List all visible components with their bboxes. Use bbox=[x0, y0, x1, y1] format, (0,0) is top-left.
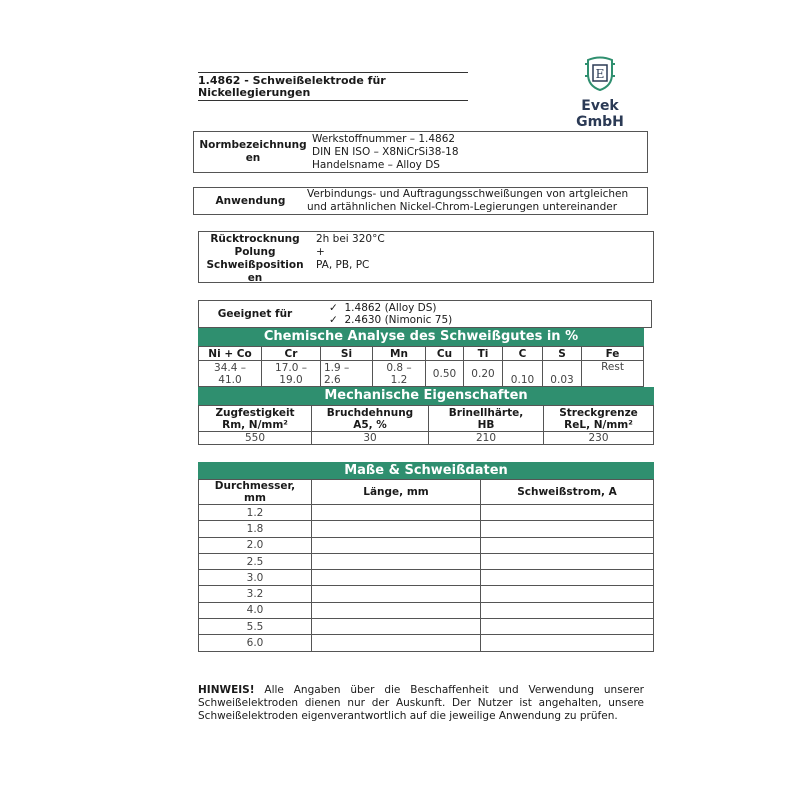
mechanical-value-row bbox=[199, 432, 654, 445]
dimension-row bbox=[199, 537, 654, 553]
current-cell bbox=[481, 521, 654, 537]
norm-label-line2: en bbox=[245, 152, 261, 164]
company-logo bbox=[555, 56, 645, 130]
suitable-items bbox=[311, 301, 452, 327]
norm-box bbox=[193, 131, 648, 173]
chem-value: 1.9 – 2.6 bbox=[321, 361, 373, 387]
chemical-header-row bbox=[199, 347, 644, 361]
length-cell bbox=[312, 537, 481, 553]
chem-value: 0.8 – 1.2 bbox=[373, 361, 426, 387]
dimension-row bbox=[199, 505, 654, 521]
dimensions-title: Maße & Schweißdaten bbox=[198, 462, 654, 479]
mech-value: 210 bbox=[429, 432, 544, 445]
diameter-cell: 2.5 bbox=[199, 553, 312, 569]
diameter-cell: 1.8 bbox=[199, 521, 312, 537]
chem-header: Ti bbox=[464, 347, 503, 361]
suitable-item-text: 2.4630 (Nimonic 75) bbox=[344, 314, 453, 326]
param-value: PA, PB, PC bbox=[316, 259, 370, 271]
crest-icon bbox=[582, 56, 618, 92]
check-icon: ✓ bbox=[329, 302, 338, 314]
application-box bbox=[193, 187, 648, 215]
suitable-box bbox=[198, 300, 652, 328]
note-label: HINWEIS! bbox=[198, 684, 255, 696]
norm-value: DIN EN ISO – X8NiCrSi38-18 bbox=[312, 146, 459, 158]
title-line-1: 1.4862 - Schweißelektrode für bbox=[198, 74, 386, 87]
length-cell bbox=[312, 635, 481, 651]
current-cell bbox=[481, 619, 654, 635]
params-labels bbox=[199, 232, 311, 282]
length-cell bbox=[312, 602, 481, 618]
logo-letter: E bbox=[595, 67, 605, 81]
dimension-row bbox=[199, 602, 654, 618]
length-cell bbox=[312, 553, 481, 569]
mech-value: 230 bbox=[544, 432, 654, 445]
param-value: + bbox=[316, 246, 325, 258]
chemical-table bbox=[198, 346, 644, 387]
norm-values bbox=[312, 132, 459, 172]
current-cell bbox=[481, 635, 654, 651]
length-cell bbox=[312, 586, 481, 602]
mechanical-title: Mechanische Eigenschaften bbox=[198, 387, 654, 405]
chem-value: Rest bbox=[582, 361, 644, 387]
dimension-row bbox=[199, 570, 654, 586]
note-text: Alle Angaben über die Beschaffenheit und Verwendung unserer Schweißelektroden dienen nur der Auskunft. Der Nutzer ist angehalten, unsere Schweißelektroden eigenverantwortlich auf die jeweilige Anwendung zu prüfen. bbox=[198, 684, 644, 722]
suitable-label: Geeignet für bbox=[217, 308, 293, 320]
params-values bbox=[311, 232, 385, 282]
dimension-row bbox=[199, 619, 654, 635]
mech-header: Bruchdehnung A5, % bbox=[312, 406, 429, 432]
params-box bbox=[198, 231, 654, 283]
chem-header: C bbox=[503, 347, 543, 361]
mech-header: Streckgrenze ReL, N/mm² bbox=[544, 406, 654, 432]
chem-header: S bbox=[543, 347, 582, 361]
chem-header: Cr bbox=[262, 347, 321, 361]
current-cell bbox=[481, 505, 654, 521]
chem-value: 17.0 – 19.0 bbox=[262, 361, 321, 387]
norm-label bbox=[194, 132, 312, 172]
dim-header: Länge, mm bbox=[312, 480, 481, 505]
param-label: Schweißposition bbox=[206, 259, 304, 271]
dimension-row bbox=[199, 586, 654, 602]
diameter-cell: 1.2 bbox=[199, 505, 312, 521]
current-cell bbox=[481, 570, 654, 586]
current-cell bbox=[481, 553, 654, 569]
dim-header: Durchmesser, mm bbox=[199, 480, 312, 505]
dimensions-header-row bbox=[199, 480, 654, 505]
suitable-item-text: 1.4862 (Alloy DS) bbox=[344, 302, 437, 314]
chemical-title: Chemische Analyse des Schweißgutes in % bbox=[198, 328, 644, 346]
current-cell bbox=[481, 537, 654, 553]
diameter-cell: 6.0 bbox=[199, 635, 312, 651]
diameter-cell: 4.0 bbox=[199, 602, 312, 618]
mech-value: 550 bbox=[199, 432, 312, 445]
chem-header: Si bbox=[321, 347, 373, 361]
norm-value: Handelsname – Alloy DS bbox=[312, 159, 440, 171]
disclaimer-note bbox=[198, 684, 644, 723]
mechanical-table bbox=[198, 405, 654, 445]
dimension-row bbox=[199, 553, 654, 569]
param-value: 2h bei 320°C bbox=[316, 233, 385, 245]
length-cell bbox=[312, 521, 481, 537]
check-icon: ✓ bbox=[329, 314, 338, 326]
param-label: en bbox=[247, 272, 263, 284]
diameter-cell: 5.5 bbox=[199, 619, 312, 635]
dimension-row bbox=[199, 521, 654, 537]
param-label: Rücktrocknung bbox=[210, 233, 300, 245]
company-name: Evek GmbH bbox=[576, 98, 624, 130]
chemical-value-row bbox=[199, 361, 644, 387]
diameter-cell: 3.2 bbox=[199, 586, 312, 602]
norm-value: Werkstoffnummer – 1.4862 bbox=[312, 133, 456, 145]
chem-value: 0.03 bbox=[543, 361, 582, 387]
length-cell bbox=[312, 619, 481, 635]
length-cell bbox=[312, 570, 481, 586]
document-title bbox=[198, 72, 468, 101]
application-line: Verbindungs- und Auftragungsschweißungen von artgleichen bbox=[307, 188, 629, 200]
mech-value: 30 bbox=[312, 432, 429, 445]
title-line-2: Nickellegierungen bbox=[198, 86, 311, 99]
current-cell bbox=[481, 602, 654, 618]
application-line: und artähnlichen Nickel-Chrom-Legierungen untereinander bbox=[307, 201, 618, 213]
suitable-item bbox=[329, 302, 452, 314]
chem-value: 0.20 bbox=[464, 361, 503, 387]
dim-header: Schweißstrom, A bbox=[481, 480, 654, 505]
mechanical-header-row bbox=[199, 406, 654, 432]
chem-value: 0.50 bbox=[426, 361, 464, 387]
dimension-row bbox=[199, 635, 654, 651]
param-label: Polung bbox=[234, 246, 276, 258]
suitable-item bbox=[329, 314, 452, 326]
diameter-cell: 2.0 bbox=[199, 537, 312, 553]
norm-label-line1: Normbezeichnung bbox=[199, 139, 307, 151]
diameter-cell: 3.0 bbox=[199, 570, 312, 586]
chem-header: Ni + Co bbox=[199, 347, 262, 361]
application-label: Anwendung bbox=[215, 195, 286, 207]
chem-header: Fe bbox=[582, 347, 644, 361]
dimensions-table bbox=[198, 479, 654, 652]
application-text bbox=[307, 188, 628, 214]
chem-header: Cu bbox=[426, 347, 464, 361]
chem-header: Mn bbox=[373, 347, 426, 361]
mech-header: Zugfestigkeit Rm, N/mm² bbox=[199, 406, 312, 432]
chem-value: 34.4 – 41.0 bbox=[199, 361, 262, 387]
length-cell bbox=[312, 505, 481, 521]
chem-value: 0.10 bbox=[503, 361, 543, 387]
mech-header: Brinellhärte, HB bbox=[429, 406, 544, 432]
current-cell bbox=[481, 586, 654, 602]
